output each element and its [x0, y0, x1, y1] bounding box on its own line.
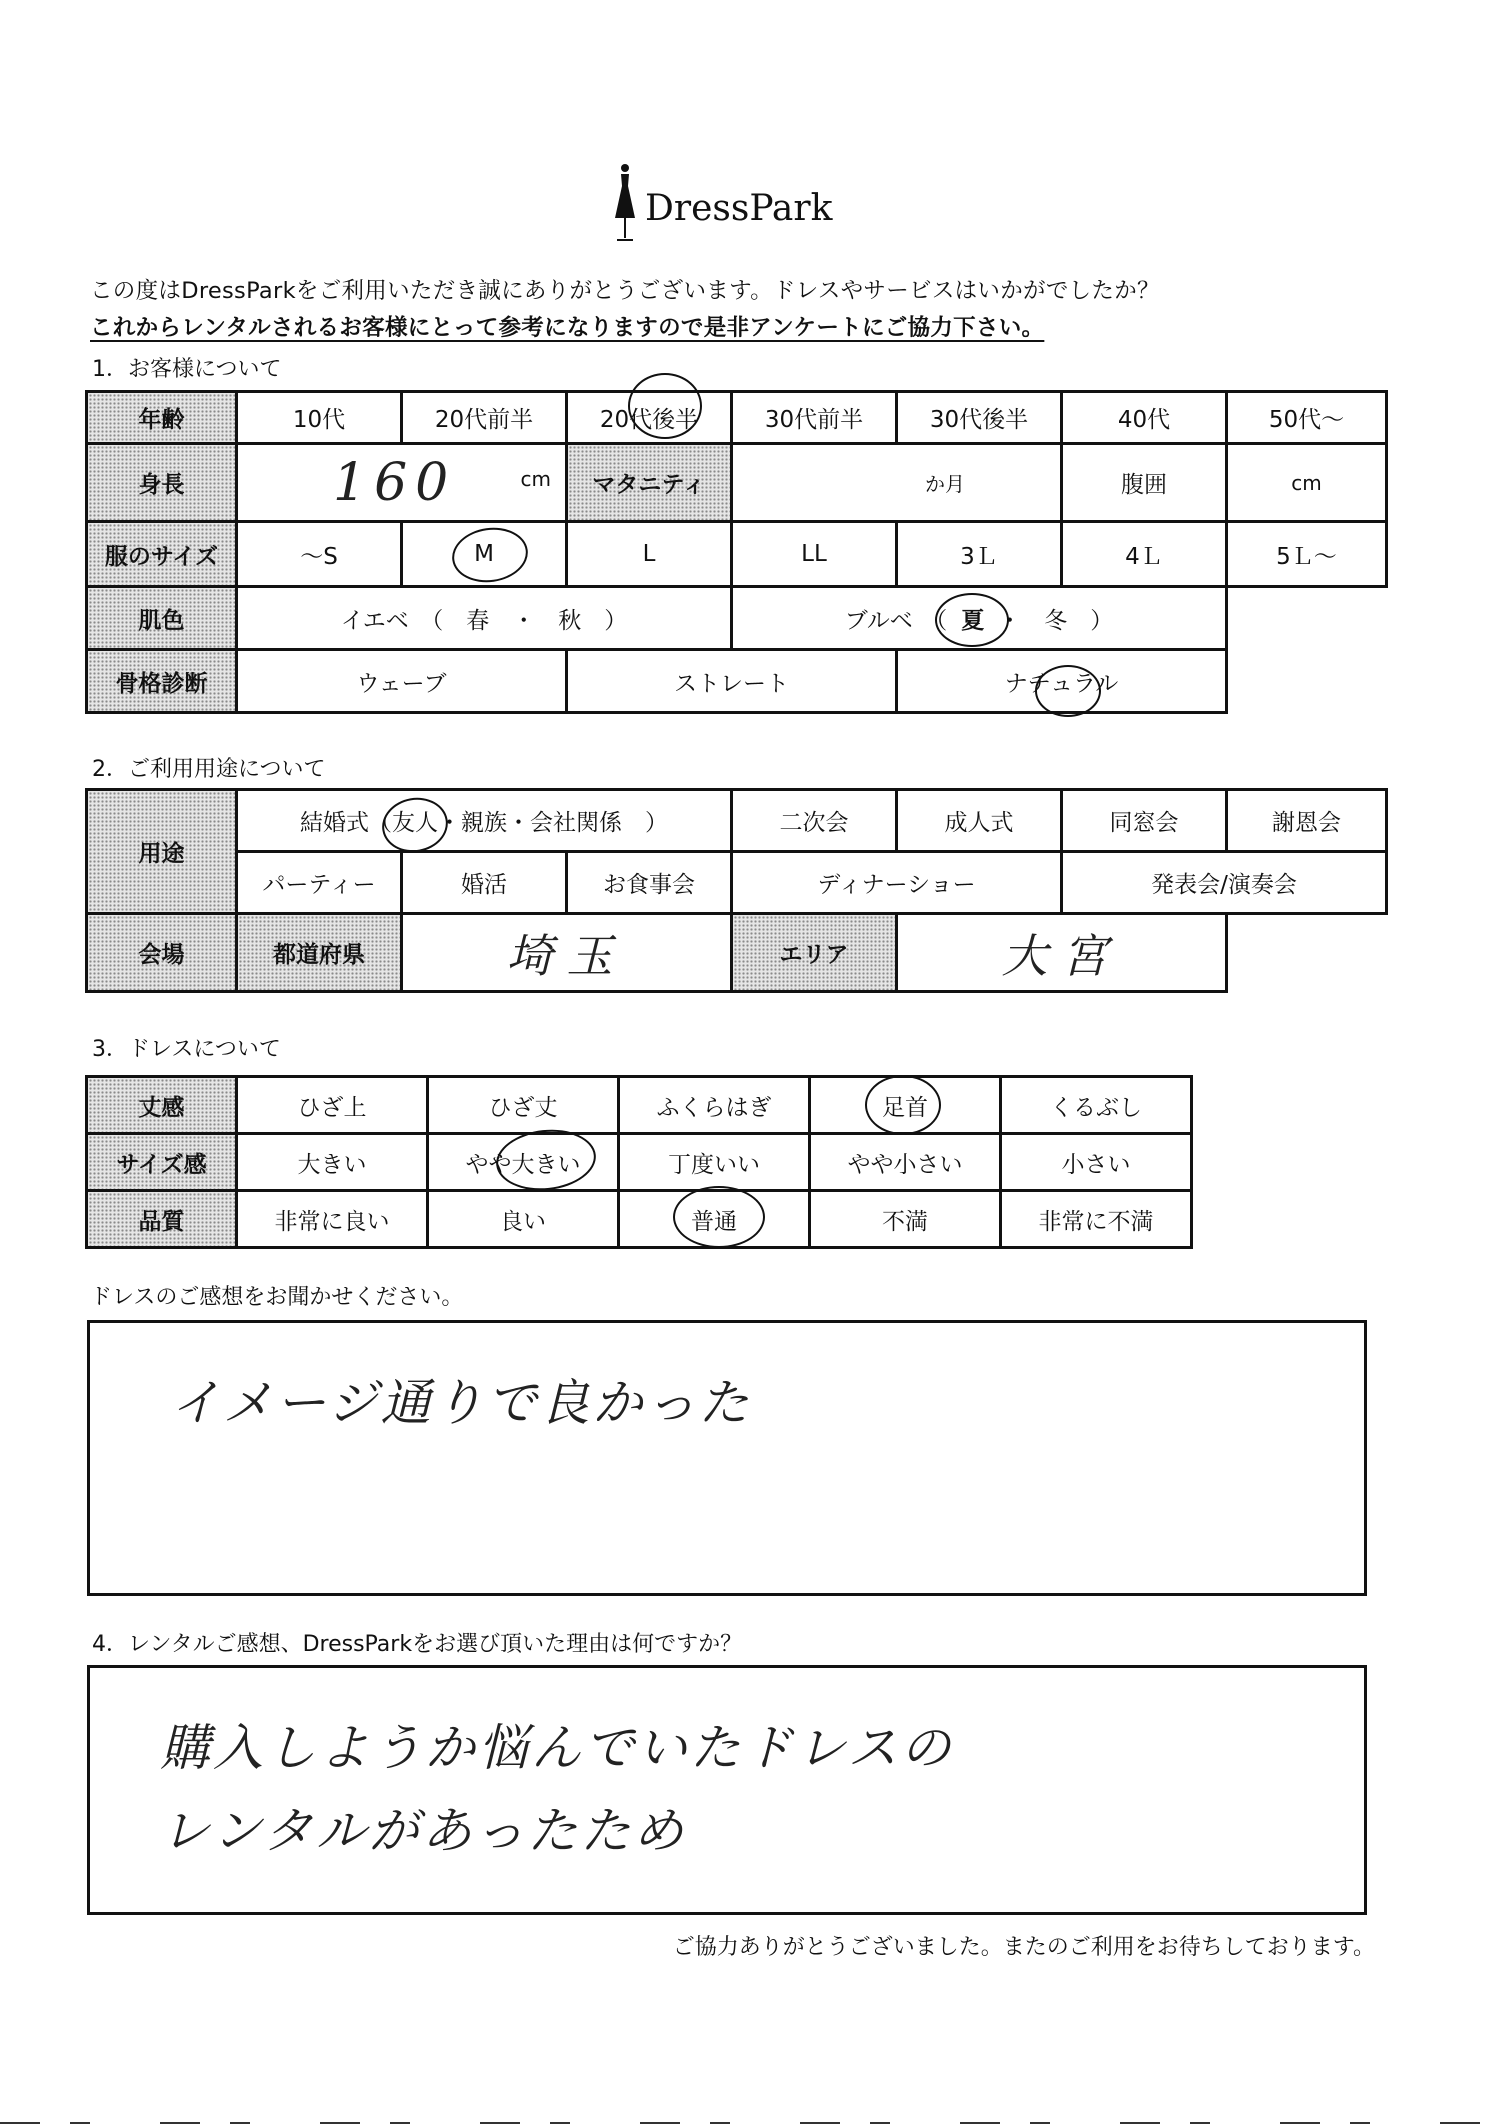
usage-option[interactable]: 発表会/演奏会 [1062, 852, 1387, 914]
usage-option[interactable]: ディナーショー [732, 852, 1062, 914]
blank-cell [1227, 587, 1387, 650]
age-option[interactable]: 20代後半 [567, 392, 732, 444]
comment-text: イメージ通りで良かった [170, 1374, 752, 1432]
fit-row [87, 1134, 1192, 1191]
waist-label: 腹囲 [1062, 444, 1227, 522]
brand-name: DressPark [645, 188, 833, 229]
waist-unit[interactable]: cm [1227, 444, 1387, 522]
usage-row-1 [87, 790, 1387, 852]
length-option[interactable]: ひざ丈 [428, 1077, 619, 1134]
age-label: 年齢 [87, 392, 237, 444]
age-option[interactable]: 10代 [237, 392, 402, 444]
frame-row [87, 650, 1387, 713]
area-field[interactable] [897, 914, 1227, 992]
quality-option[interactable]: 良い [428, 1191, 619, 1248]
height-unit: cm [520, 467, 551, 491]
venue-label: 会場 [87, 914, 237, 992]
months-unit: か月 [925, 472, 965, 496]
usage-option[interactable]: パーティー [237, 852, 402, 914]
intro-line-1: この度はDressParkをご利用いただき誠にありがとうございます。ドレスやサービスはいかがでしたか？ [90, 278, 1160, 304]
area-value: 大宮 [1001, 928, 1122, 983]
age-row [87, 392, 1387, 444]
dress-table [85, 1075, 1193, 1249]
frame-option[interactable]: ナチュラル [897, 650, 1227, 713]
quality-option[interactable]: 普通 [619, 1191, 810, 1248]
skin-row [87, 587, 1387, 650]
prefecture-value: 埼玉 [506, 928, 627, 983]
quality-option[interactable]: 非常に良い [237, 1191, 428, 1248]
venue-row [87, 914, 1387, 992]
frame-label: 骨格診断 [87, 650, 237, 713]
height-value: 160 [333, 452, 457, 513]
maternity-label: マタニティ [567, 444, 732, 522]
purpose-label: 用途 [87, 790, 237, 914]
wedding-option[interactable] [237, 790, 732, 852]
prefecture-field[interactable] [402, 914, 732, 992]
closing-message: ご協力ありがとうございました。またのご利用をお待ちしております。 [672, 1935, 1375, 1960]
frame-option[interactable]: ストレート [567, 650, 897, 713]
usage-option[interactable]: お食事会 [567, 852, 732, 914]
section-1-title: 1．お客様について [92, 357, 282, 382]
size-option[interactable]: ～S [237, 522, 402, 587]
fit-option[interactable]: 大きい [237, 1134, 428, 1191]
size-option[interactable]: 3Ｌ [897, 522, 1062, 587]
skin-blue-suffix: ・ 冬 ） [998, 607, 1114, 634]
usage-table [85, 788, 1388, 993]
age-option[interactable]: 50代～ [1227, 392, 1387, 444]
usage-option[interactable]: 同窓会 [1062, 790, 1227, 852]
age-option[interactable]: 30代前半 [732, 392, 897, 444]
reason-line-2: レンタルがあったため [160, 1802, 687, 1860]
length-option[interactable]: ふくらはぎ [619, 1077, 810, 1134]
quality-option[interactable]: 非常に不満 [1001, 1191, 1192, 1248]
fit-option[interactable]: やや小さい [810, 1134, 1001, 1191]
quality-label: 品質 [87, 1191, 237, 1248]
size-option[interactable]: M [402, 522, 567, 587]
dresspark-logo [605, 160, 845, 250]
reason-box[interactable] [87, 1665, 1367, 1915]
comment-box[interactable] [87, 1320, 1367, 1596]
fit-option[interactable]: 丁度いい [619, 1134, 810, 1191]
usage-option[interactable]: 婚活 [402, 852, 567, 914]
size-option[interactable]: 4Ｌ [1062, 522, 1227, 587]
age-option[interactable]: 30代後半 [897, 392, 1062, 444]
customer-table [85, 390, 1388, 714]
length-option[interactable]: ひざ上 [237, 1077, 428, 1134]
section-3-title: 3．ドレスについて [92, 1037, 281, 1062]
length-label: 丈感 [87, 1077, 237, 1134]
length-row [87, 1077, 1192, 1134]
area-label: エリア [732, 914, 897, 992]
height-label: 身長 [87, 444, 237, 522]
blank-cell [1227, 914, 1387, 992]
fit-option[interactable]: やや大きい [428, 1134, 619, 1191]
usage-option[interactable]: 成人式 [897, 790, 1062, 852]
size-option[interactable]: 5Ｌ～ [1227, 522, 1387, 587]
intro-line-2: これからレンタルされるお客様にとって参考になりますので是非アンケートにご協力下さい。 [90, 315, 1045, 341]
quality-option[interactable]: 不満 [810, 1191, 1001, 1248]
length-option[interactable]: 足首 [810, 1077, 1001, 1134]
blank-cell [1227, 650, 1387, 713]
age-option[interactable]: 20代前半 [402, 392, 567, 444]
usage-option[interactable]: 謝恩会 [1227, 790, 1387, 852]
wedding-friend: 友人 [392, 810, 439, 836]
length-option[interactable]: くるぶし [1001, 1077, 1192, 1134]
skin-label: 肌色 [87, 587, 237, 650]
usage-row-2 [87, 852, 1387, 914]
quality-row [87, 1191, 1192, 1248]
fit-label: サイズ感 [87, 1134, 237, 1191]
skin-blue[interactable] [732, 587, 1227, 650]
dress-form-icon [605, 160, 645, 250]
skin-yellow[interactable]: イエベ （ 春 ・ 秋 ） [237, 587, 732, 650]
wedding-prefix: 結婚式（ [300, 810, 393, 836]
size-option[interactable]: LL [732, 522, 897, 587]
size-row [87, 522, 1387, 587]
prefecture-label: 都道府県 [237, 914, 402, 992]
size-option[interactable]: L [567, 522, 732, 587]
wedding-suffix: ・親族・会社関係 ） [438, 810, 669, 836]
age-option[interactable]: 40代 [1062, 392, 1227, 444]
usage-option[interactable]: 二次会 [732, 790, 897, 852]
scan-edge [0, 2122, 1500, 2124]
height-row [87, 444, 1387, 522]
fit-option[interactable]: 小さい [1001, 1134, 1192, 1191]
section-2-title: 2．ご利用用途について [92, 757, 326, 782]
section-4-title: 4．レンタルご感想、DressParkをお選び頂いた理由は何ですか？ [92, 1632, 743, 1657]
skin-blue-summer: 夏 [961, 607, 985, 634]
comment-prompt: ドレスのご感想をお聞かせください。 [90, 1285, 464, 1310]
size-label: 服のサイズ [87, 522, 237, 587]
maternity-months[interactable] [732, 444, 1062, 522]
height-field[interactable] [237, 444, 567, 522]
reason-line-1: 購入しようか悩んでいたドレスの [160, 1719, 954, 1777]
frame-option[interactable]: ウェーブ [237, 650, 567, 713]
skin-blue-prefix: ブルベ （ [844, 607, 948, 634]
